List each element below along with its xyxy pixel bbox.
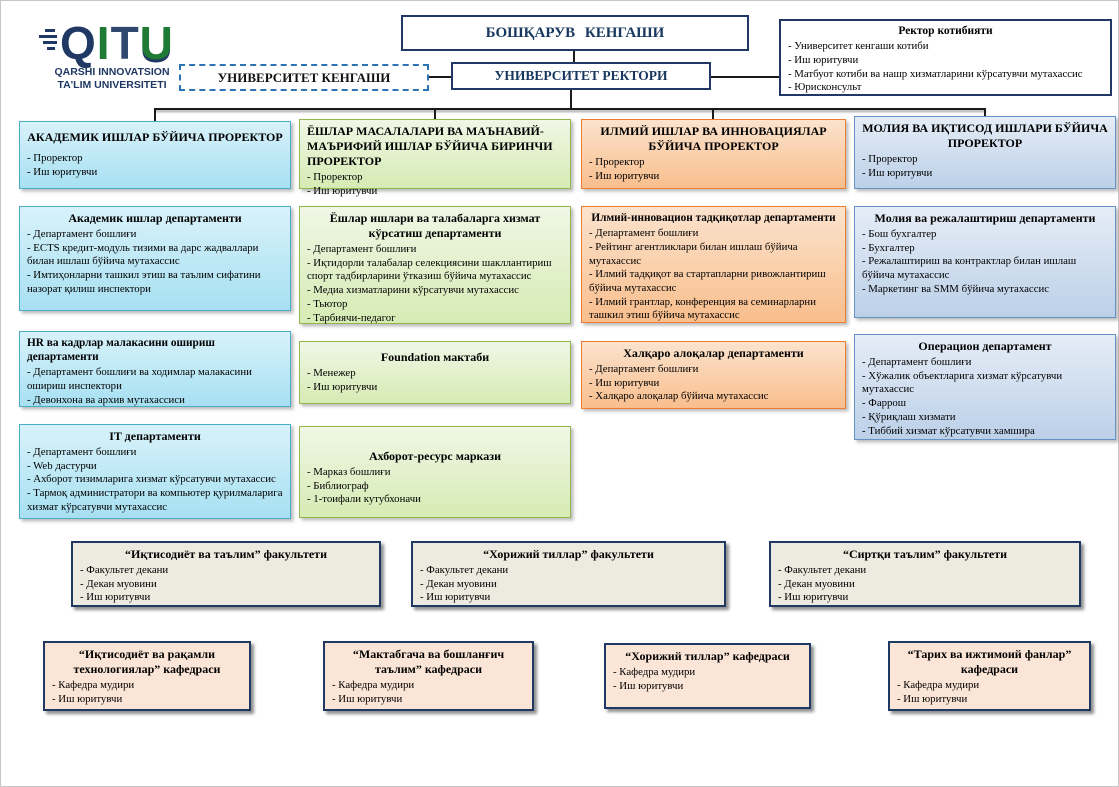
dept-academic-box <box>19 206 291 311</box>
role-item: - Декан муовини <box>420 577 497 590</box>
chair-economics-digital-box <box>43 641 251 711</box>
role-item: - Проректор <box>862 153 918 165</box>
board-council-box <box>401 15 749 51</box>
info-resource-center-items <box>307 466 563 507</box>
dept-hr-box <box>19 331 291 407</box>
connector-trunk-line <box>154 108 985 110</box>
role-item: - Университет кенгаши котиби <box>788 40 929 53</box>
role-item: - Марказ бошлиғи <box>307 466 391 478</box>
role-item: - Имтиҳонларни ташкил этиш ва таълим сифатини назорат қилиш инспектори <box>27 269 261 295</box>
rector-secretariat-items <box>788 40 1103 95</box>
connector-line <box>711 76 779 78</box>
role-item: - Иш юритувчи <box>52 692 123 705</box>
rector-box <box>451 62 711 90</box>
board-council-label: БОШҚАРУВ КЕНГАШИ <box>485 24 665 41</box>
dept-hr-title: HR ва кадрлар малакасини ошириш департаменти <box>27 337 215 364</box>
rector-secretariat-title: Ректор котибияти <box>898 25 993 37</box>
connector-line <box>429 76 451 78</box>
foundation-school-title: Foundation мактаби <box>380 350 490 364</box>
logo-name-line2: TA'LIM UNIVERSITETI <box>57 78 167 91</box>
dept-it-title: IT департаменти <box>109 429 201 443</box>
connector-line <box>570 90 572 109</box>
chair-foreign-languages-box <box>604 643 811 709</box>
logo-university-name <box>37 66 187 91</box>
role-item: - Тьютор <box>307 297 348 310</box>
dept-finance-planning-items <box>862 228 1108 297</box>
role-item: - Девонхона ва архив мутахассиси <box>27 393 185 406</box>
dept-it-items <box>27 446 283 515</box>
connector-line <box>434 108 436 119</box>
dept-youth-services-items <box>307 243 563 325</box>
prorector-finance-box <box>854 116 1116 189</box>
role-item: - Департамент бошлиғи ва ходимлар малакасини ошириш инспектори <box>27 366 252 392</box>
dept-youth-services-box <box>299 206 571 324</box>
prorector-finance-items <box>862 153 1108 180</box>
role-item: - Иш юритувчи <box>897 692 968 705</box>
role-item: - Кафедра мудири <box>52 679 135 691</box>
dept-research-box <box>581 206 846 323</box>
role-item: - Қўриқлаш хизмати <box>862 410 956 423</box>
role-item: - Кафедра мудири <box>897 679 980 691</box>
chair-foreign-languages-title: “Хорижий тиллар” кафедраси <box>625 649 790 663</box>
dept-operations-title: Операцион департамент <box>918 339 1052 353</box>
dept-hr-items <box>27 366 283 407</box>
role-item: - ECTS кредит-модуль тизими ва дарс жадваллари билан ишлаш бўйича мутахассис <box>27 241 259 268</box>
logo-speed-lines-icon <box>37 29 57 50</box>
faculty-foreign-languages-title: “Хорижий тиллар” факультети <box>483 547 654 561</box>
role-item: - Проректор <box>27 152 83 164</box>
role-item: - Департамент бошлиғи <box>27 446 137 458</box>
chair-preschool-primary-title: “Мактабгача ва бошланғич таълим” кафедраси <box>352 647 505 676</box>
role-item: - Иш юритувчи <box>80 591 151 604</box>
logo-letter: Q <box>60 17 97 69</box>
logo-letter: I <box>96 17 111 69</box>
foundation-school-items <box>307 367 563 394</box>
foundation-school-box <box>299 341 571 404</box>
chair-history-social-items <box>897 679 1082 706</box>
role-item: - Илмий грантлар, конференция ва семинарларни ташкил этиш бўйича мутахассис <box>589 295 816 322</box>
connector-line <box>154 108 156 121</box>
faculty-foreign-languages-items <box>420 564 717 605</box>
role-item: - Департамент бошлиғи <box>27 228 137 240</box>
role-item: - Департамент бошлиғи <box>862 356 972 368</box>
faculty-economics-education-box <box>71 541 381 607</box>
role-item: - Халқаро алоқалар бўйича мутахассис <box>589 390 769 403</box>
role-item: - Матбуот котиби ва нашр хизматларини кўрсатувчи мутахассис <box>788 67 1083 80</box>
dept-it-box <box>19 424 291 519</box>
connector-line <box>712 108 714 119</box>
faculty-economics-education-items <box>80 564 372 605</box>
role-item: - Иш юритувчи <box>862 166 933 179</box>
prorector-science-box <box>581 119 846 189</box>
role-item: - Библиограф <box>307 479 369 492</box>
dept-academic-title: Академик ишлар департаменти <box>68 211 242 225</box>
prorector-youth-box <box>299 119 571 197</box>
dept-research-items <box>589 227 838 323</box>
role-item: - 1-тоифали кутубхоначи <box>307 493 421 506</box>
rector-label: УНИВЕРСИТЕТ РЕКТОРИ <box>494 68 668 83</box>
dept-finance-planning-box <box>854 206 1116 318</box>
prorector-science-title: ИЛМИЙ ИШЛАР ВА ИННОВАЦИЯЛАР БЎЙИЧА ПРОРЕКТОР <box>600 124 827 153</box>
role-item: - Маркетинг ва SMM бўйича мутахассис <box>862 282 1050 295</box>
role-item: - Иш юритувчи <box>307 184 378 197</box>
role-item: - Бухгалтер <box>862 241 915 254</box>
logo-name-line1: QARSHI INNOVATSION <box>54 66 170 79</box>
role-item: - Кафедра мудири <box>613 666 696 678</box>
role-item: - Тиббий хизмат кўрсатувчи хамшира <box>862 424 1035 437</box>
chair-economics-digital-title: “Иқтисодиёт ва рақамли технологиялар” кафедраси <box>73 647 221 676</box>
role-item: - Илмий тадқиқот ва стартапларни ривожлантириш бўйича мутахассис <box>589 268 826 294</box>
prorector-academic-items <box>27 152 283 179</box>
prorector-academic-box <box>19 121 291 189</box>
prorector-youth-items <box>307 171 563 198</box>
faculty-extramural-title: “Сиртқи таълим” факультети <box>842 547 1008 561</box>
role-item: - Тарбиячи-педагог <box>307 311 396 324</box>
role-item: - Департамент бошлиғи <box>307 243 417 255</box>
role-item: - Иш юритувчи <box>27 165 98 178</box>
role-item: - Департамент бошлиғи <box>589 363 699 375</box>
connector-line <box>573 51 575 62</box>
role-item: - Иш юритувчи <box>420 591 491 604</box>
role-item: - Менежер <box>307 367 356 379</box>
prorector-academic-title: АКАДЕМИК ИШЛАР БЎЙИЧА ПРОРЕКТОР <box>27 130 283 144</box>
role-item: - Юрисконсульт <box>788 81 862 94</box>
prorector-finance-title: МОЛИЯ ВА ИҚТИСОД ИШЛАРИ БЎЙИЧА ПРОРЕКТОР <box>862 121 1108 150</box>
dept-operations-items <box>862 356 1108 438</box>
dept-research-title: Илмий-инновацион тадқиқотлар департаменти <box>591 212 836 224</box>
chair-foreign-languages-items <box>613 666 802 693</box>
prorector-science-items <box>589 156 838 183</box>
role-item: - Иш юритувчи <box>307 380 378 393</box>
faculty-foreign-languages-box <box>411 541 726 607</box>
role-item: - Фаррош <box>862 397 907 410</box>
role-item: - Проректор <box>307 171 363 183</box>
role-item: - Декан муовини <box>778 577 855 590</box>
role-item: - Бош бухгалтер <box>862 228 937 240</box>
info-resource-center-box <box>299 426 571 518</box>
role-item: - Иш юритувчи <box>589 169 660 182</box>
role-item: - Проректор <box>589 156 645 168</box>
role-item: - Ахборот тизимларига хизмат кўрсатувчи мутахассис <box>27 473 276 486</box>
role-item: - Декан муовини <box>80 577 157 590</box>
logo-acronym <box>60 17 174 69</box>
role-item: - Департамент бошлиғи <box>589 227 699 240</box>
connector-line <box>984 108 986 116</box>
chair-preschool-primary-items <box>332 679 525 706</box>
dept-operations-box <box>854 334 1116 440</box>
university-logo <box>37 17 187 92</box>
university-council-label: УНИВЕРСИТЕТ КЕНГАШИ <box>217 69 391 85</box>
role-item: - Режалаштириш ва контрактлар билан ишлаш бўйича мутахассис <box>862 255 1077 282</box>
chair-history-social-box <box>888 641 1091 711</box>
faculty-economics-education-title: “Иқтисодиёт ва таълим” факультети <box>125 547 327 561</box>
role-item: - Тармоқ администратори ва компьютер қурилмаларига хизмат кўрсатувчи мутахассис <box>27 487 283 513</box>
dept-international-box <box>581 341 846 409</box>
chair-history-social-title: “Тарих ва ижтимоий фанлар” кафедраси <box>907 647 1072 676</box>
logo-letter: U <box>139 17 174 69</box>
role-item: - Кафедра мудири <box>332 679 415 691</box>
role-item: - Иш юритувчи <box>332 692 403 705</box>
role-item: - Иш юритувчи <box>788 54 859 67</box>
prorector-youth-title: ЁШЛАР МАСАЛАЛАРИ ВА МАЪНАВИЙ-МАЪРИФИЙ ИШЛАР БЎЙИЧА БИРИНЧИ ПРОРЕКТОР <box>307 124 553 168</box>
university-council-box <box>179 64 429 91</box>
role-item: - Факультет декани <box>420 564 509 576</box>
dept-academic-items <box>27 228 283 297</box>
dept-international-items <box>589 363 838 404</box>
role-item: - Иш юритувчи <box>589 376 660 389</box>
info-resource-center-title: Ахборот-ресурс маркази <box>368 449 501 463</box>
faculty-extramural-box <box>769 541 1081 607</box>
chair-preschool-primary-box <box>323 641 534 711</box>
dept-youth-services-title: Ёшлар ишлари ва талабаларга хизмат кўрсатиш департаменти <box>329 211 541 240</box>
role-item: - Иш юритувчи <box>613 679 684 692</box>
chair-economics-digital-items <box>52 679 242 706</box>
role-item: - Факультет декани <box>778 564 867 576</box>
logo-letter: T <box>110 17 140 69</box>
faculty-extramural-items <box>778 564 1072 605</box>
role-item: - Иқтидорли талабалар селекциясини шакллантириш спорт тадбирларини ўтказиш бўйича мутахассис <box>307 256 552 283</box>
dept-international-title: Халқаро алоқалар департаменти <box>623 346 804 360</box>
role-item: - Хўжалик объектларига хизмат кўрсатувчи мутахассис <box>862 369 1063 396</box>
rector-secretariat-box <box>779 19 1112 96</box>
role-item: - Рейтинг агентликлари билан ишлаш бўйича мутахассис <box>589 240 798 267</box>
role-item: - Иш юритувчи <box>778 591 849 604</box>
role-item: - Web дастурчи <box>27 459 97 472</box>
role-item: - Медиа хизматларини кўрсатувчи мутахассис <box>307 284 519 297</box>
dept-finance-planning-title: Молия ва режалаштириш департаменти <box>874 211 1096 225</box>
role-item: - Факультет декани <box>80 564 169 576</box>
